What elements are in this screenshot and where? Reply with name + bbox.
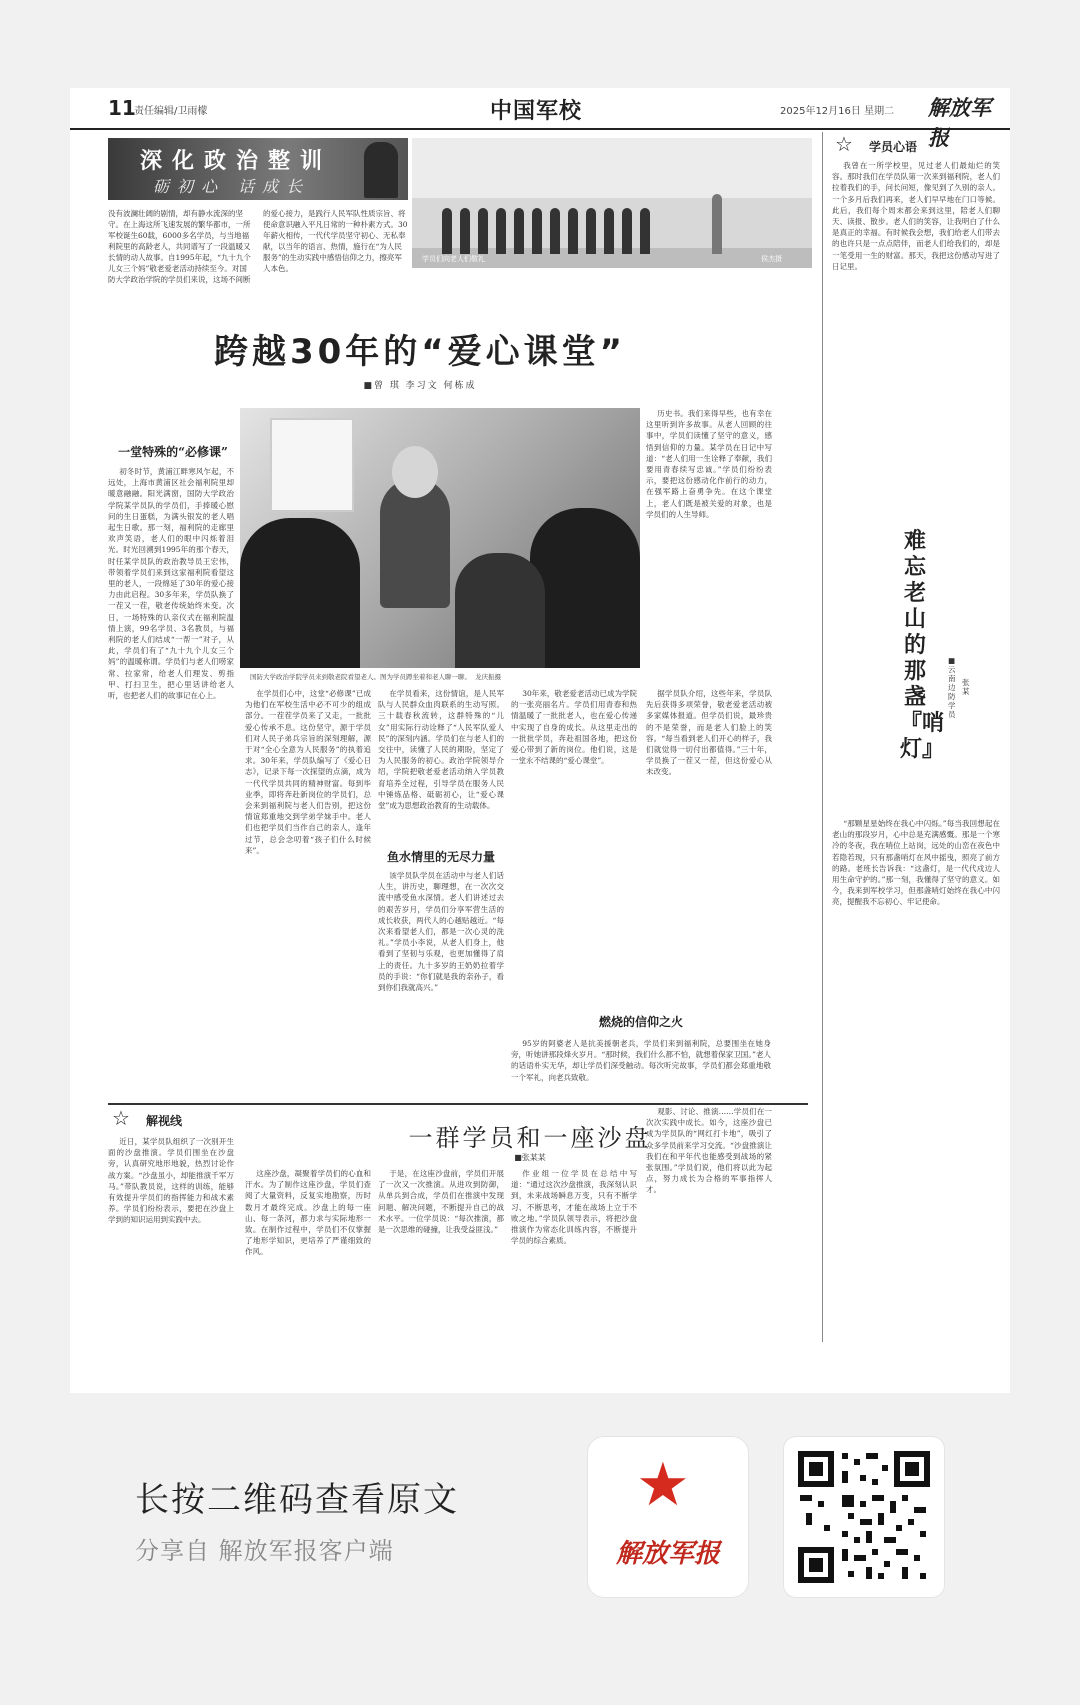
photo-caption: 学员们向老人们敬礼 [422, 255, 485, 263]
main-photo [240, 408, 640, 668]
page-number: 11 [108, 96, 136, 120]
article-column: 于是，在这座沙盘前，学员们开展了一次又一次推演。从进攻到防御，从单兵到合成，学员们在推演中发现问题、解决问题，不断提升自己的战术水平。一位学员说：“每次推演，都是一次思维的碰撞，让我受益匪浅。” [378, 1169, 504, 1235]
article-column: 这座沙盘，凝聚着学员们的心血和汗水。为了制作这座沙盘，学员们查阅了大量资料，反复实地勘察，历时数月才最终完成。沙盘上的每一座山、每一条河，都力求与实际地形一致。在制作过程中，学员们不仅掌握了地形学知识，更培养了严谨细致的作风。 [245, 1169, 371, 1257]
subhead-2: 鱼水情里的无尽力量 [386, 850, 495, 864]
article-column: 初冬时节，黄浦江畔寒风乍起，不远处，上海市黄浦区社会福利院里却暖意融融。阳光满窗，国防大学政治学院某学员队的学员们，手捧暖心慰问的生日蛋糕，为满头银发的老人唱起生日歌。那一刻，福利院的走廊里欢声笑语，老人们的眼中闪烁着泪光。时光回溯到1995年的那个春天，时任某学员队的政治教导员王宏伟，带领着学员们来到这家福利院看望这里的老人，一段绵延了30年的爱心接力由此启程。30多年来，学员队换了一茬又一茬，敬老传统始终未变。次日，一场特殊的认亲仪式在福利院温情上演，99名学员、3名教员，与福利院的老人们结成“一帮一”对子，从此，学员们有了“九十九个儿女三个妈”的温暖称谓。学员们与老人们唠家常、拉家常，给老人们理发、剪指甲、打扫卫生，把心里话讲给老人听，也把老人们的故事记在心上。 [108, 467, 234, 701]
vertical-byline: ■云南边防学员 [948, 656, 956, 719]
cadet-figure [530, 508, 640, 668]
column-banner [108, 138, 408, 200]
red-star-icon: ★ [636, 1450, 690, 1520]
cadet-figure [455, 553, 545, 668]
article-column: 在学员看来，这份情谊，是人民军队与人民群众血肉联系的生动写照。三十载春秋流转，这群特殊的“儿女”用实际行动诠释了“人民军队爱人民”的深刻内涵。学员们在与老人们的交往中，读懂了人民的期盼，坚定了为人民服务的初心。政治学院领导介绍，学院把敬老爱老活动纳入学员教育培养全过程，引导学员在服务人民中锤炼品格、砥砺初心，让“爱心课堂”成为思想政治教育的生动载体。 [378, 689, 504, 811]
box-title: ☆ 解视线 [112, 1106, 183, 1130]
article-column: 历史书。我们来得早些，也有幸在这里听到许多故事。从老人回顾的往事中，学员们读懂了坚守的意义，感悟到信仰的力量。某学员在日记中写道：“老人们用一生诠释了奉献，我们要用青春续写忠诚。”学员们纷纷表示，要把这份感动化作前行的动力，在强军路上奋勇争先。在这个课堂上，老人们既是被关爱的对象，也是学员们的人生导师。 [646, 409, 772, 519]
article-column: 近日，某学员队组织了一次别开生面的沙盘推演。学员们围坐在沙盘旁，认真研究地形地貌，热烈讨论作战方案。“沙盘虽小，却能推演千军万马。”带队教员说，这样的训练，能够有效提升学员们的指挥能力和战术素养。学员们纷纷表示，要把在沙盘上学到的知识运用到实践中去。 [108, 1137, 234, 1225]
qr-code-icon [798, 1451, 930, 1583]
article-column: 据学员队介绍，这些年来，学员队先后获得多项荣誉，敬老爱老活动被多家媒体报道。但学员们说，最珍贵的不是荣誉，而是老人们脸上的笑容。“每当看到老人们开心的样子，我们就觉得一切付出都值得。”三十年，学员换了一茬又一茬，但这份爱心从未改变。 [646, 689, 772, 777]
main-photo-credit: 龙庆振摄 [475, 673, 502, 681]
view-original-prompt: 长按二维码查看原文 [135, 1480, 459, 1520]
article-column: 作业组一位学员在总结中写道：“通过这次沙盘推演，我深刻认识到，未来战场瞬息万变，只有不断学习、不断思考，才能在战场上立于不败之地。”学员队领导表示，将把沙盘推演作为常态化训练内容，不断提升学员的综合素质。 [511, 1169, 637, 1246]
banner-title: 深化政治整训 [140, 148, 333, 174]
main-photo-caption: 国防大学政治学院学员来到敬老院看望老人。图为学员蹲坐着和老人聊一聊。 龙庆振摄 [250, 673, 502, 681]
main-headline: 跨越30年的“爱心课堂” [213, 332, 626, 372]
share-source: 分享自 解放军报客户端 [135, 1537, 394, 1565]
photo-credit: 侯杰摄 [761, 255, 782, 263]
sidebar-text: “那颗星星始终在我心中闪烁。”每当我回想起在老山的那段岁月，心中总是充满感慨。那是一个寒冷的冬夜，我在哨位上站岗，远处的山峦在夜色中若隐若现，只有那盏哨灯在风中摇曳，照亮了前方的路。老班长告诉我：“这盏灯，是一代代戍边人用生命守护的。”那一刻，我懂得了坚守的意义。如今，我来到军校学习，但那盏哨灯始终在我心中闪亮，提醒我不忘初心、牢记使命。 [832, 819, 1000, 907]
section-divider [108, 1103, 808, 1105]
editor-credit: 责任编辑/卫雨檬 [134, 106, 208, 117]
masthead-logo: 解放军报 [928, 95, 991, 150]
banner-subtitle: 砺初心 话成长 [153, 177, 311, 196]
issue-date: 2025年12月16日 星期二 [780, 106, 895, 117]
app-logo[interactable] [588, 1437, 748, 1597]
intro-paragraph: 没有波澜壮阔的剧情，却有静水流深的坚守。在上海这所飞速发展的繁华都市，一所军校诞生60载，6000多名学员，与当地福利院里的高龄老人，共同谱写了一段温暖又长情的动人故事。自1995年起，“九十九个儿女三个妈”敬老爱老活动持续至今。对国防大学政治学院的学员们来说，这场不间断的爱心接力，是践行人民军队性质宗旨、将使命意识融入平凡日常的一种朴素方式。30年薪火相传，一代代学员坚守初心、无私奉献，以当年的语言、热情，施行在“为人民服务”的生动实践中感悟信仰之力，擦亮军人本色。 [108, 209, 408, 284]
article-column: 观影、讨论、推演……学员们在一次次实践中成长。如今，这座沙盘已成为学员队的“网红打卡地”，吸引了众多学员前来学习交流。“沙盘推演让我们在和平年代也能感受到战场的紧张氛围。”学员们说，他们将以此为起点，努力成长为合格的军事指挥人才。 [646, 1107, 772, 1195]
sidebar-text: 我曾在一所学校里，见过老人们最灿烂的笑容。那时我们在学员队第一次来到福利院，老人们拉着我们的手，问长问短，像见到了久别的亲人。一个多月后我们再来，老人们早早地在门口等候。此后，我们每个周末都会来到这里，陪老人们聊天、读报、散步。老人们的笑容，让我明白了什么是真正的幸福。有时候我会想，我们给老人们带去的也许只是一点点陪伴，而老人们给我们的，却是一笔受用一生的财富。那天，我把这份感动写进了日记里。 [832, 161, 1000, 271]
article-column: 在学员们心中，这堂“必修课”已成为他们在军校生活中必不可少的组成部分。一茬茬学员来了又走，一批批爱心传承不息。这份坚守，源于学员们对人民子弟兵宗旨的深刻理解，源于对“全心全意为人民服务”的执着追求。30年来，学员队编写了《爱心日志》，记录下每一次探望的点滴，成为一代代学员共同的精神财富。每到毕业季，即将奔赴新岗位的学员们，总会来到福利院与老人们告别，把这份情谊郑重地交到学弟学妹手中。老人们也把学员们当作自己的亲人，逢年过节，总会念叨着“孩子们什么时候来”。 [245, 689, 371, 855]
salute-photo [412, 138, 812, 268]
vertical-author: 张某 [962, 678, 970, 696]
subhead-1: 一堂特殊的“必修课” [118, 445, 228, 459]
main-byline: ■曾 琪 李习文 何栋成 [363, 381, 477, 391]
qr-code[interactable] [784, 1437, 944, 1597]
article-column: 30年来，敬老爱老活动已成为学院的一张亮丽名片。学员们用青春和热情温暖了一批批老人，也在爱心传递中实现了自身的成长。从这里走出的一批批学员，奔赴祖国各地，把这份爱心带到了新的岗位。他们说，这是一堂永不结课的“爱心课堂”。 [511, 689, 637, 766]
secondary-headline: 一群学员和一座沙盘 [408, 1124, 652, 1152]
secondary-byline: ■张某某 [514, 1153, 546, 1162]
article-column: 该学员队学员在活动中与老人们话人生，讲历史，聊理想，在一次次交流中感受鱼水深情。老人们讲述过去的艰苦岁月，学员们分享军营生活的成长收获，两代人的心越贴越近。“每次来看望老人们，都是一次心灵的洗礼。”学员小李说，从老人们身上，他看到了坚韧与乐观，也更加懂得了肩上的责任。九十多岁的王奶奶拉着学员的手说：“你们就是我的亲孙子，看到你们我就高兴。” [378, 871, 504, 993]
newspaper-page [70, 88, 1010, 1393]
app-logo-text: 解放军报 [615, 1539, 720, 1569]
star-icon: ☆ [835, 132, 853, 156]
subhead-3: 燃烧的信仰之火 [598, 1015, 683, 1029]
section-title: 中国军校 [490, 98, 583, 124]
sidebar-box-title: ☆ 学员心语 [835, 132, 918, 156]
vertical-headline: 难忘老山的那盏『哨灯』 [900, 528, 945, 762]
cadet-figure [240, 518, 360, 668]
soldier-silhouette [364, 142, 398, 198]
article-column: 95岁的阿婆老人是抗美援朝老兵，学员们来到福利院，总要围坐在她身旁，听她讲那段烽火岁月。“那时候，我们什么都不怕，就想着保家卫国。”老人的话语朴实无华，却让学员们深受触动。每次听完故事，学员们都会郑重地敬一个军礼，向老兵致敬。 [511, 1039, 771, 1082]
star-icon: ☆ [112, 1106, 130, 1130]
